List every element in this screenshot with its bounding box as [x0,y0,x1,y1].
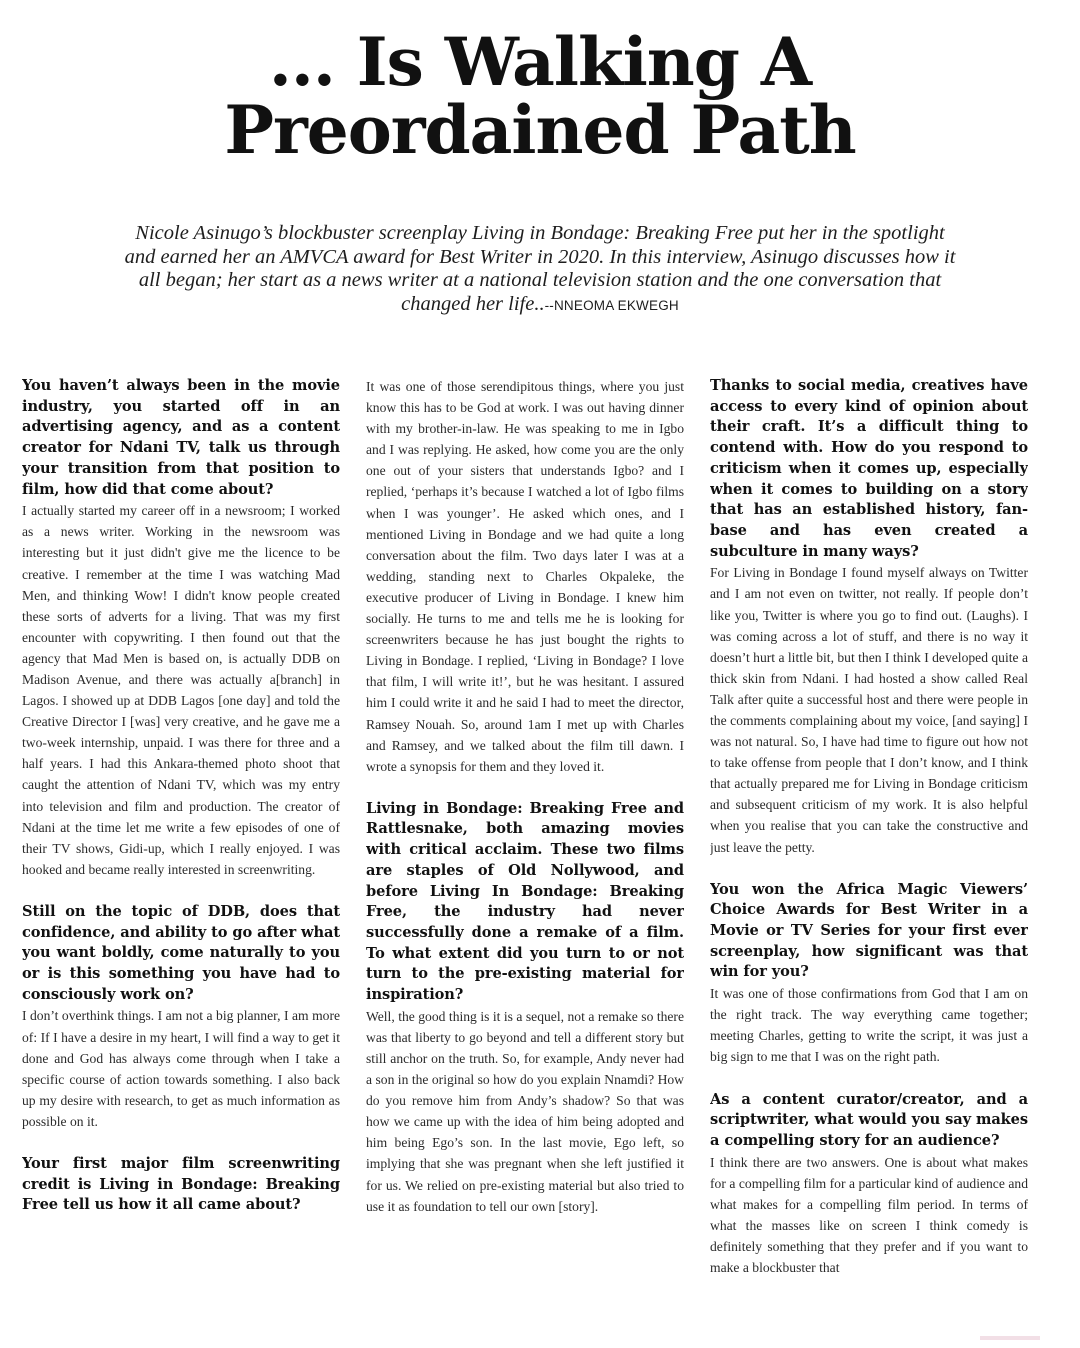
answer: I think there are two answers. One is about what makes for a compelling film for a particular kind of audience and what makes for a compelling film period. In terms of what the masses like on screen I think comedy is definitely something that they prefer and if you want to make a blockbuster that [710,1154,1028,1276]
answer: It was one of those confirmations from God that I am on the right track. The way everything came together; meeting Charles, getting to write the script, it was just a big sign to me that I was on the right path. [710,986,1028,1065]
spacer [710,858,1028,880]
corner-mark [980,1336,1040,1340]
article-title [0,23,1080,169]
question: Living in Bondage: Breaking Free and Rattlesnake, both amazing movies with critical acclaim. These two films are staples of Old Nollywood, and before Living In Bondage: Breaking Free, the industry had never successfully done a remake of a film. To what extent did you turn to or not turn to the pre-existing material for inspiration? [366,799,684,1004]
standfirst-text: Nicole Asinugo’s blockbuster screenplay Living in Bondage: Breaking Free put her in the spotlight and earned her an AMVCA award for Best Writer in 2020. In this interview, Asinugo discusses how it all began; her start as a news writer at a national television station and the one conversation that changed her life.. [124,222,956,315]
spacer [22,880,340,902]
question: You haven’t always been in the movie industry, you started off in an advertising agency, and as a content creator for Ndani TV, talk us through your transition from that position to film, how did that come about? [22,377,340,498]
column-2 [366,376,684,1336]
question: Your first major film screenwriting credit is Living in Bondage: Breaking Free tell us how it all came about? [22,1154,340,1214]
question: Still on the topic of DDB, does that confidence, and ability to go after what you want boldly, come naturally to you or is this something you have had to consciously work on? [22,902,340,1003]
spacer [366,777,684,799]
question: As a content curator/creator, and a scriptwriter, what would you say makes a compelling story for an audience? [710,1090,1028,1149]
spacer [710,1068,1028,1090]
question: You won the Africa Magic Viewers’ Choice Awards for Best Writer in a Movie or TV Series for your first ever screenplay, how significant was that win for you? [710,880,1028,981]
byline: --NNEOMA EKWEGH [544,297,679,313]
answer: I actually started my career off in a newsroom; I worked as a news writer. Working in the newsroom was interesting but it just didn't give me the licence to be creative. I remember at the time I was watching Mad Men, and thinking Wow! I didn't know people created these sorts of adverts for a living. That was my first encounter with copywriting. I then found out that the agency that Mad Men is based on, is actually DDB on Madison Avenue, and there was actually a[branch] in Lagos. I showed up at DDB Lagos [one day] and told the Creative Director I [was] very creative, and he gave me a two-week internship, unpaid. I was there for three and a half years. I had this Ankara-themed photo shoot that caught the attention of Ndani TV, which was my entry into television and film and production. The creator of Ndani at the time let me write a few episodes of one of their TV shows, Gidi-up, which I really enjoyed. I was hooked and became really interested in screenwriting. [22,503,340,877]
spacer [22,1132,340,1154]
answer: Well, the good thing is it is a sequel, not a remake so there was that liberty to go beyond and tell a different story but still anchor on the truth. So, for example, Andy never had a son in the original so how do you explain Nnamdi? How do you remove him from Andy’s shadow? So that was how we came up with the idea of him being adopted and him being Ego’s son. In the last movie, Ego left, so implying that she was pregnant when she left justified it for us. We relied on pre-existing material but also tried to use it as foundation to tell our own [story]. [366,1008,684,1214]
column-3 [710,376,1028,1336]
title-line-1: ... Is Walking A [268,23,812,101]
answer: I don’t overthink things. I am not a big planner, I am more of: If I have a desire in my heart, I will find a way to get it done and God has always come through when I take a specific course of action towards something. I also back up my desire with research, to get as much information as possible on it. [22,1008,340,1129]
title-line-2: Preordained Path [224,91,856,169]
answer: For Living in Bondage I found myself always on Twitter and I am not even on twitter, not really. If people don’t like you, Twitter is where you go to find out. (Laughs). I was coming across a lot of stuff, and there is no way it doesn’t hurt a little bit, but then I think I developed quite a thick skin from Ndani. I had hosted a show called Real Talk after quite a successful host and there were people in the comments complaining about my voice, [and saying] I was not natural. So, I have had time to figure out how not to take offense from people that I don’t know, and I think that actually prepared me for Living in Bondage criticism and subsequent criticism of my work. It is also helpful when you realise that you can take the constructive and just leave the petty. [710,565,1028,855]
answer: It was one of those serendipitous things, where you just know this has to be God at work. I was out having dinner with my brother-in-law. He was speaking to me in Igbo and I was replying. He asked, how come you are the only one out of your sisters that understands Igbo? and I replied, ‘perhaps it’s because I watched a lot of Igbo films when I was younger’. He asked which ones, and I mentioned Living in Bondage and we had quite a long conversation about the film. Two days later I was at a wedding, standing next to Charles Okpaleke, the executive producer of Living in Bondage. I knew him socially. He turns to me and tells me he is looking for screenwriters because he has just bought the rights to Living in Bondage. I replied, ‘Living in Bondage? I love that film, I will write it!’, but he was hesitant. I assured him I could write it and he said I had to meet the director, Ramsey Nouah. So, around 1am I met up with Charles and Ramsey, and we talked about the film till dawn. I wrote a synopsis for them and they loved it. [366,379,684,774]
column-1 [22,376,340,1336]
question: Thanks to social media, creatives have access to every kind of opinion about their craft. It’s a difficult thing to contend with. How do you respond to criticism when it comes up, especially when it comes to building on a story that has an established history, fan-base and has even created a subculture in many ways? [710,377,1028,560]
standfirst [120,222,960,317]
